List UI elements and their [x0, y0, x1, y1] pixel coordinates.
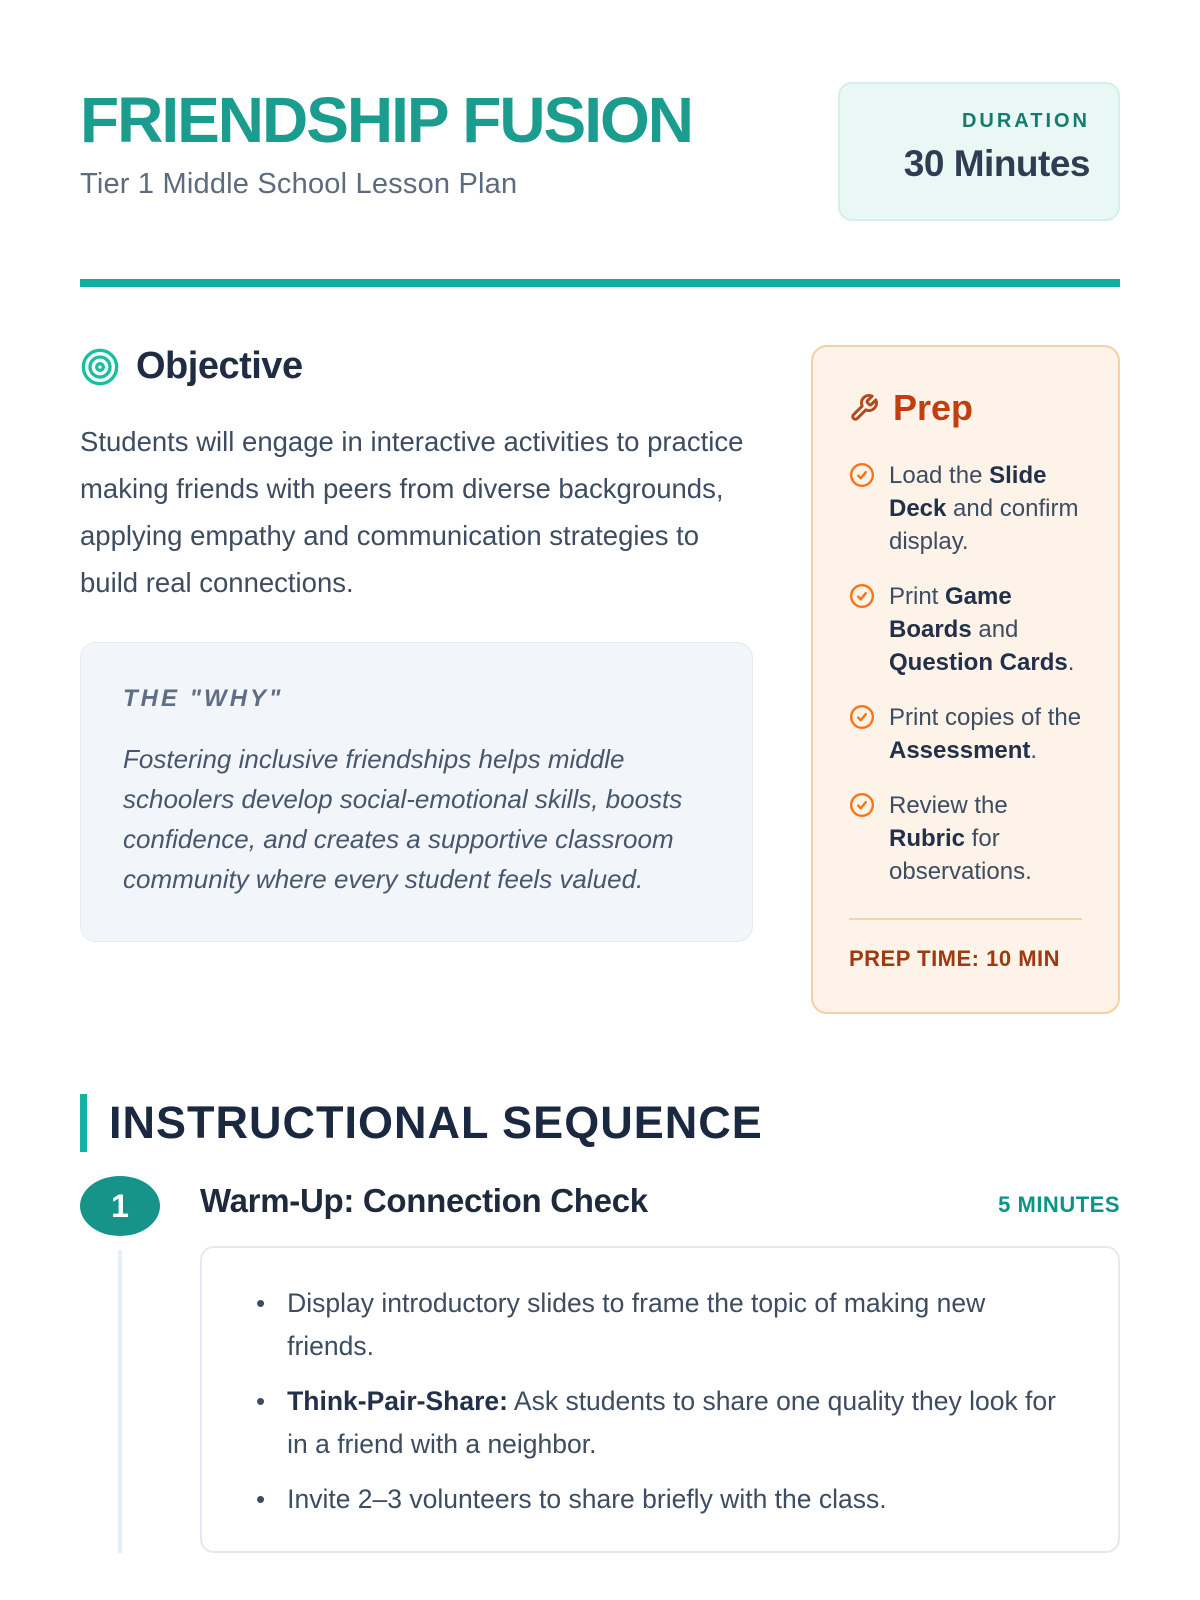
objective-heading: Objective	[136, 345, 303, 387]
step-body	[200, 1174, 1120, 1553]
prep-item-text: Review the Rubric for observations.	[889, 792, 1032, 885]
prep-time: PREP TIME: 10 MIN	[849, 946, 1061, 971]
step-bullet-list	[242, 1282, 1078, 1521]
step-card	[200, 1246, 1120, 1553]
prep-item-text: Load the Slide Deck and confirm display.	[889, 462, 1079, 555]
why-box-body: Fostering inclusive friendships helps middle schoolers develop social-emotional skills, boosts confidence, and creates a supportive classroom community where every student feels valued.	[123, 744, 683, 894]
bullet-text: Think-Pair-Share: Ask students to share one quality they look for in a friend with a neighbor.	[287, 1386, 1056, 1459]
objective-body: Students will engage in interactive activities to practice making friends with peers from diverse backgrounds, applying empathy and communication strategies to build real connections.	[80, 426, 744, 598]
bullet-item	[242, 1380, 1078, 1466]
check-circle-icon	[849, 462, 875, 488]
check-circle-icon	[849, 583, 875, 609]
objective-section	[80, 345, 753, 606]
prep-item	[849, 580, 1082, 679]
sequence-heading-row	[80, 1094, 1120, 1152]
bullet-item	[242, 1478, 1078, 1521]
prep-item	[849, 789, 1082, 888]
header-divider	[80, 279, 1120, 287]
left-column	[80, 345, 753, 942]
prep-divider	[849, 918, 1082, 920]
bullet-text: Display introductory slides to frame the topic of making new friends.	[287, 1288, 986, 1361]
header	[80, 82, 1120, 221]
bullet-dot: •	[256, 1484, 266, 1514]
step-duration: 5 MINUTES	[998, 1192, 1120, 1217]
check-circle-icon	[849, 704, 875, 730]
prep-item-text: Print copies of the Assessment.	[889, 704, 1082, 764]
target-icon	[80, 347, 120, 387]
main-content	[80, 345, 1120, 1014]
step-header	[200, 1182, 1120, 1220]
step-title: Warm-Up: Connection Check	[200, 1182, 648, 1219]
page-title: FRIENDSHIP FUSION	[80, 84, 692, 156]
prep-item-text: Print Game Boards and Question Cards.	[889, 583, 1075, 676]
step-1	[80, 1174, 1120, 1595]
prep-heading: Prep	[893, 387, 974, 428]
why-box-title: THE "WHY"	[123, 685, 284, 712]
prep-checklist	[849, 459, 1082, 888]
duration-box	[838, 82, 1120, 221]
check-circle-icon	[849, 792, 875, 818]
step-timeline-column	[80, 1174, 200, 1553]
objective-heading-row	[80, 345, 753, 388]
prep-box	[811, 345, 1120, 1014]
sequence-accent-bar	[80, 1094, 87, 1152]
sequence-heading: INSTRUCTIONAL SEQUENCE	[109, 1097, 763, 1148]
bullet-dot: •	[256, 1288, 266, 1318]
bullet-item	[242, 1282, 1078, 1368]
duration-label: DURATION	[961, 110, 1090, 132]
wrench-icon	[849, 393, 879, 423]
prep-item	[849, 701, 1082, 767]
prep-heading-row	[849, 387, 1082, 429]
title-block	[80, 82, 692, 201]
timeline-connector	[118, 1250, 122, 1553]
why-box	[80, 642, 753, 942]
page-subtitle: Tier 1 Middle School Lesson Plan	[80, 168, 518, 200]
prep-item	[849, 459, 1082, 558]
step-number-badge: 1	[80, 1176, 160, 1236]
bullet-dot: •	[256, 1386, 266, 1416]
bullet-text: Invite 2–3 volunteers to share briefly with the class.	[287, 1484, 887, 1514]
duration-value: 30 Minutes	[903, 143, 1090, 184]
